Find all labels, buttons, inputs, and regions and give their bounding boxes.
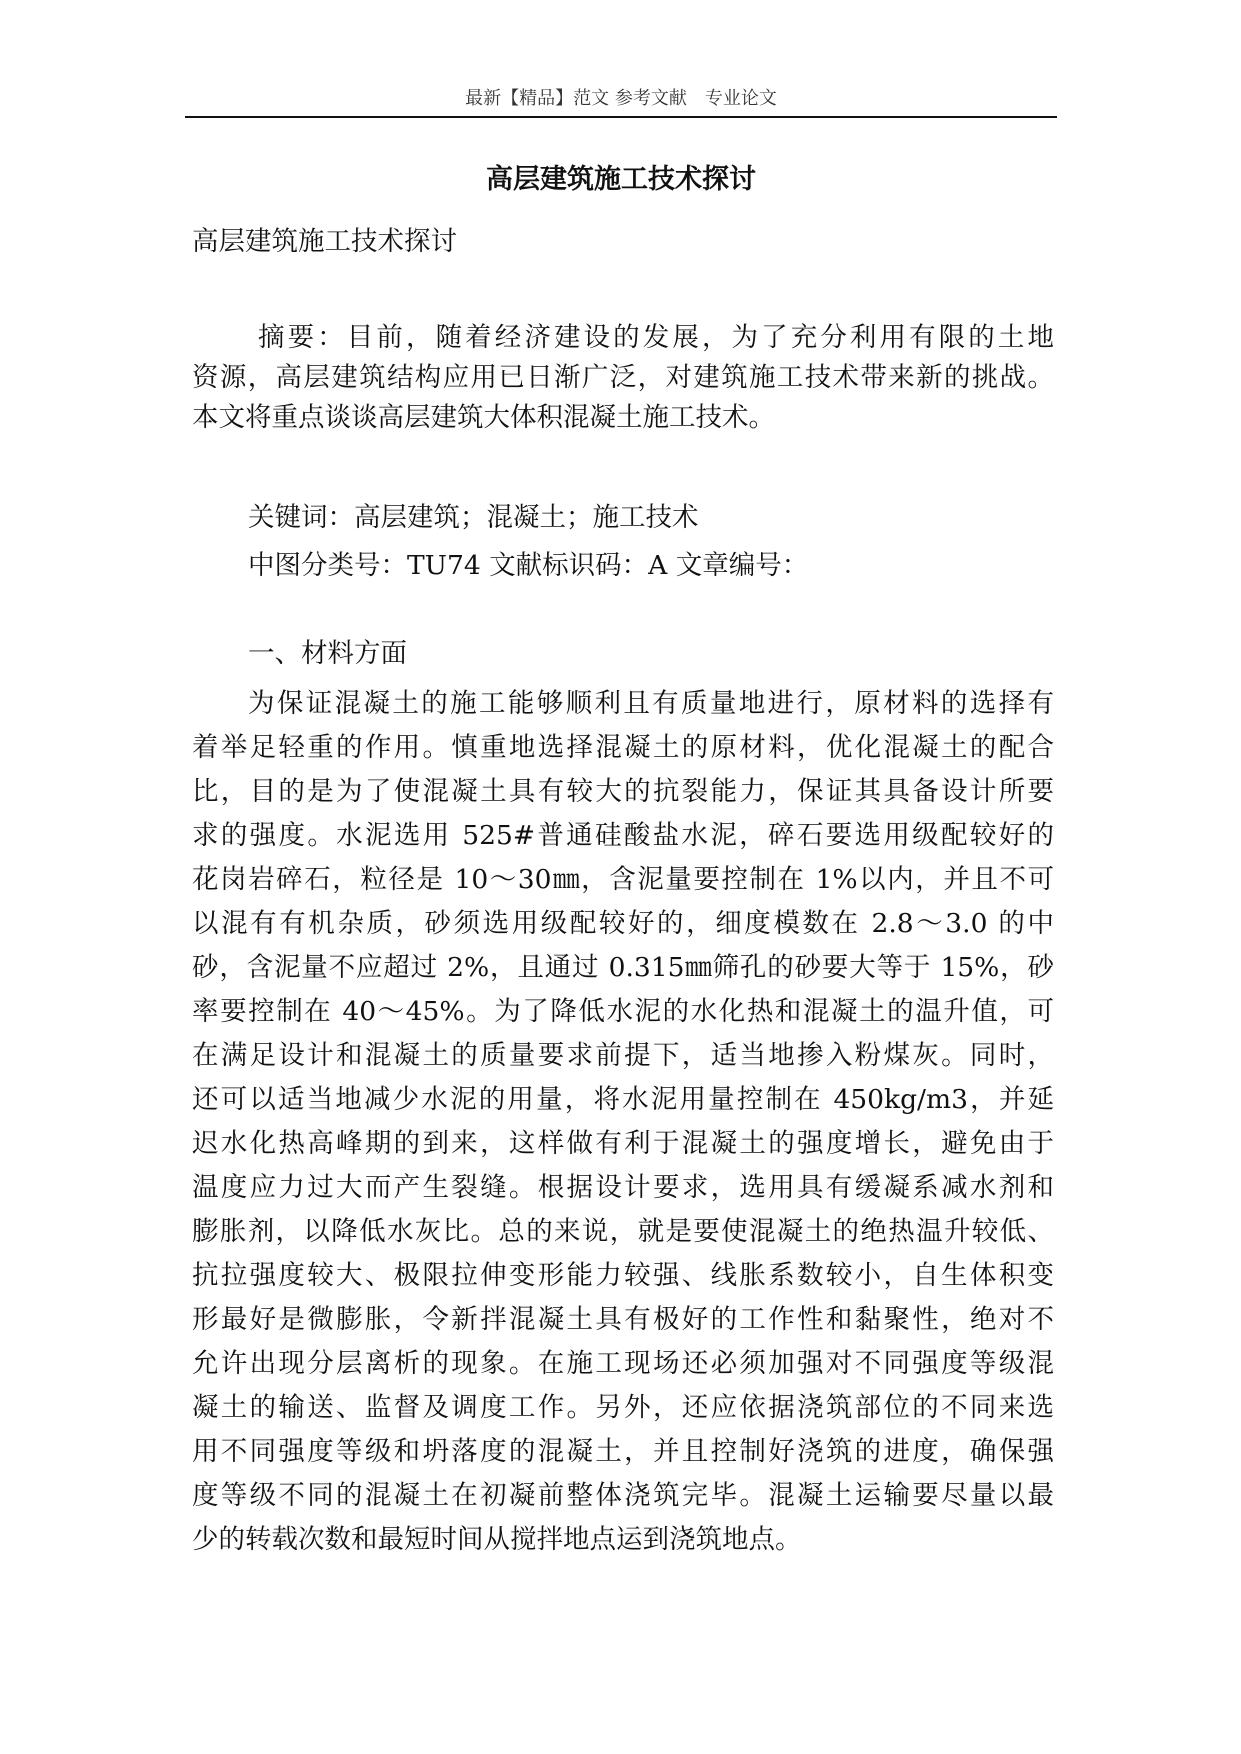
paragraph-line: 允许出现分层离析的现象。在施工现场还必须加强对不同强度等级混 <box>192 1348 1054 1379</box>
paragraph-line: 膨胀剂，以降低水灰比。总的来说，就是要使混凝土的绝热温升较低、 <box>192 1216 1054 1247</box>
page-header: 最新【精品】范文 参考文献 专业论文 <box>465 88 777 109</box>
paragraph-line: 花岗岩碎石，粒径是 10～30㎜，含泥量要控制在 1%以内，并且不可 <box>192 864 1054 895</box>
paragraph-line: 还可以适当地减少水泥的用量，将水泥用量控制在 450kg/m3，并延 <box>192 1084 1054 1115</box>
abstract-line: 资源，高层建筑结构应用已日渐广泛，对建筑施工技术带来新的挑战。 <box>192 362 1054 393</box>
paragraph-line: 求的强度。水泥选用 525#普通硅酸盐水泥，碎石要选用级配较好的 <box>192 820 1054 851</box>
classification-line: 中图分类号：TU74 文献标识码：A 文章编号： <box>248 550 809 581</box>
paragraph-line: 度等级不同的混凝土在初凝前整体浇筑完毕。混凝土运输要尽量以最 <box>192 1480 1054 1511</box>
paragraph-line: 在满足设计和混凝土的质量要求前提下，适当地掺入粉煤灰。同时， <box>192 1040 1054 1071</box>
abstract-line: 摘要：目前，随着经济建设的发展，为了充分利用有限的土地 <box>258 322 1054 353</box>
paragraph-line: 抗拉强度较大、极限拉伸变形能力较强、线胀系数较小，自生体积变 <box>192 1260 1054 1291</box>
paragraph-line: 比，目的是为了使混凝土具有较大的抗裂能力，保证其具备设计所要 <box>192 776 1054 807</box>
header-divider <box>185 116 1057 118</box>
paragraph-line: 凝土的输送、监督及调度工作。另外，还应依据浇筑部位的不同来选 <box>192 1392 1054 1423</box>
document-title: 高层建筑施工技术探讨 <box>486 164 756 195</box>
paragraph-line: 形最好是微膨胀，令新拌混凝土具有极好的工作性和黏聚性，绝对不 <box>192 1304 1054 1335</box>
section-heading: 一、材料方面 <box>248 638 407 669</box>
keywords-line: 关键词：高层建筑；混凝土；施工技术 <box>248 502 699 533</box>
abstract-line: 本文将重点谈谈高层建筑大体积混凝土施工技术。 <box>192 402 775 433</box>
paragraph-line: 迟水化热高峰期的到来，这样做有利于混凝土的强度增长，避免由于 <box>192 1128 1054 1159</box>
abstract-paragraph <box>192 318 1054 438</box>
paragraph-line: 为保证混凝土的施工能够顺利且有质量地进行，原材料的选择有 <box>248 688 1054 719</box>
paragraph-line: 少的转载次数和最短时间从搅拌地点运到浇筑地点。 <box>192 1524 802 1555</box>
paragraph-line: 砂，含泥量不应超过 2%，且通过 0.315㎜筛孔的砂要大等于 15%，砂 <box>192 952 1054 983</box>
section-paragraph <box>192 682 1054 1562</box>
paragraph-line: 率要控制在 40～45%。为了降低水泥的水化热和混凝土的温升值，可 <box>192 996 1054 1027</box>
document-subtitle: 高层建筑施工技术探讨 <box>192 226 457 257</box>
paragraph-line: 用不同强度等级和坍落度的混凝土，并且控制好浇筑的进度，确保强 <box>192 1436 1054 1467</box>
paragraph-line: 以混有有机杂质，砂须选用级配较好的，细度模数在 2.8～3.0 的中 <box>192 908 1054 939</box>
paragraph-line: 温度应力过大而产生裂缝。根据设计要求，选用具有缓凝系减水剂和 <box>192 1172 1054 1203</box>
paragraph-line: 着举足轻重的作用。慎重地选择混凝土的原材料，优化混凝土的配合 <box>192 732 1054 763</box>
